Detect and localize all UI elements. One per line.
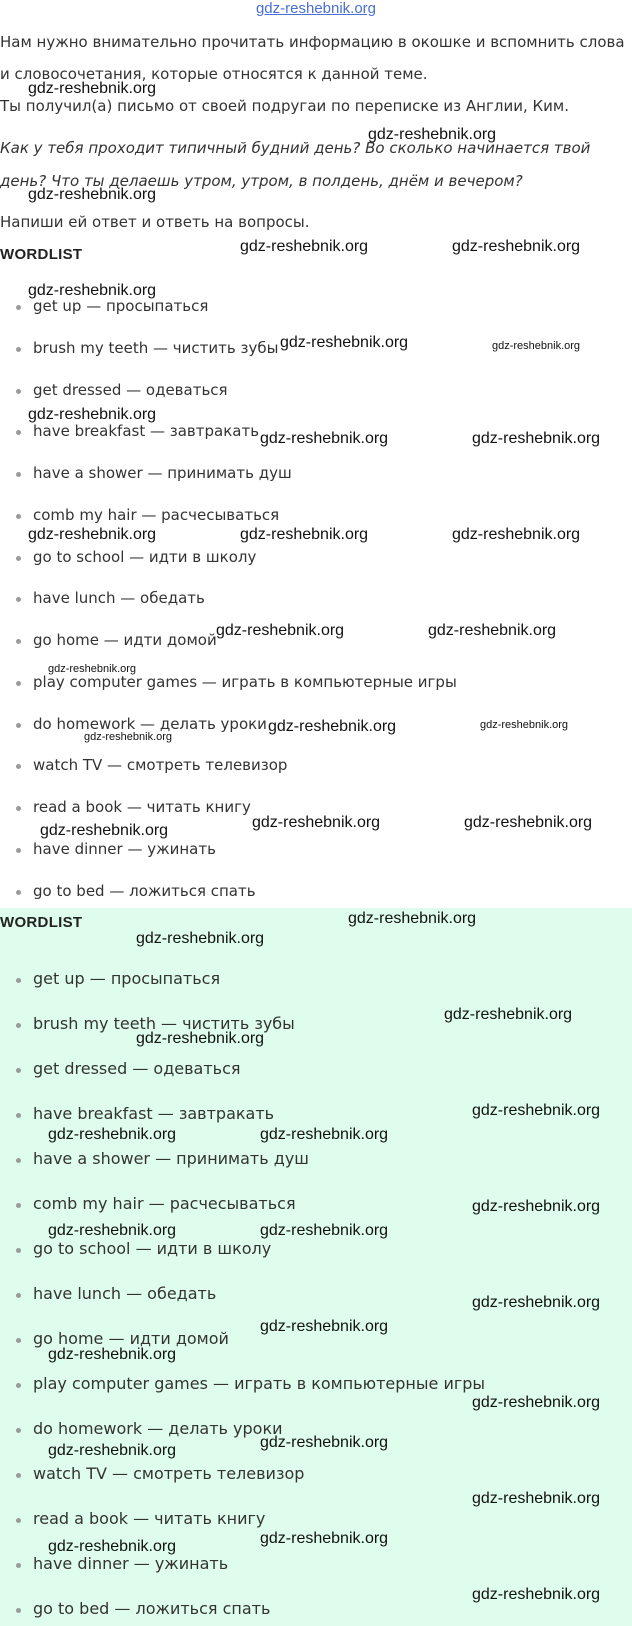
list-item-text: watch TV — смотреть телевизор (33, 1464, 305, 1483)
list-item-text: have lunch — обедать (33, 589, 205, 607)
watermark: gdz-reshebnik.org (48, 1538, 177, 1555)
watermark: gdz-reshebnik.org (452, 238, 581, 255)
watermark: gdz-reshebnik.org (480, 719, 569, 731)
bullet-icon (16, 1383, 21, 1388)
watermark: gdz-reshebnik.org (28, 526, 157, 543)
watermark: gdz-reshebnik.org (240, 238, 369, 255)
list-item-text: do homework — делать уроки (33, 1419, 283, 1438)
bullet-icon (16, 723, 21, 728)
watermark: gdz-reshebnik.org (48, 1346, 177, 1363)
bullet-icon (16, 1113, 21, 1118)
bullet-icon (16, 1293, 21, 1298)
bullet-icon (16, 1608, 21, 1613)
list-item-text: go to bed — ложиться спать (33, 882, 256, 900)
list-item-text: have dinner — ужинать (33, 1554, 229, 1573)
bullet-icon (16, 1428, 21, 1433)
bullet-icon (16, 1068, 21, 1073)
bullet-icon (16, 890, 21, 895)
wordlist-title: WORDLIST (0, 246, 83, 263)
list-item-text: go to school — идти в школу (33, 1239, 272, 1258)
watermark: gdz-reshebnik.org (472, 1198, 601, 1215)
watermark: gdz-reshebnik.org (48, 1222, 177, 1239)
list-item-text: read a book — читать книгу (33, 798, 251, 816)
list-item-text: brush my teeth — чистить зубы (33, 339, 279, 357)
bullet-icon (16, 347, 21, 352)
bullet-icon (16, 556, 21, 561)
bullet-icon (16, 1338, 21, 1343)
watermark: gdz-reshebnik.org (280, 334, 409, 351)
list-item-text: have a shower — принимать душ (33, 1149, 309, 1168)
bullet-icon (16, 472, 21, 477)
bullet-icon (16, 305, 21, 310)
watermark: gdz-reshebnik.org (28, 80, 157, 97)
intro-line-2: и словосочетания, которые относятся к данной теме. (0, 65, 428, 83)
watermark: gdz-reshebnik.org (40, 822, 169, 839)
bullet-icon (16, 1563, 21, 1568)
watermark: gdz-reshebnik.org (348, 910, 477, 927)
watermark: gdz-reshebnik.org (48, 1442, 177, 1459)
bullet-icon (16, 978, 21, 983)
watermark: gdz-reshebnik.org (48, 1126, 177, 1143)
bullet-icon (16, 430, 21, 435)
watermark: gdz-reshebnik.org (260, 1530, 389, 1547)
list-item-text: have breakfast — завтракать (33, 1104, 275, 1123)
watermark: gdz-reshebnik.org (268, 718, 397, 735)
task-instruction: Напиши ей ответ и ответь на вопросы. (0, 213, 310, 231)
list-item-text: read a book — читать книгу (33, 1509, 266, 1528)
list-item-text: have breakfast — завтракать (33, 422, 260, 440)
watermark: gdz-reshebnik.org (452, 526, 581, 543)
list-item-text: have dinner — ужинать (33, 840, 216, 858)
list-item-text: comb my hair — расчесываться (33, 1194, 296, 1213)
bullet-icon (16, 1158, 21, 1163)
bullet-icon (16, 1473, 21, 1478)
watermark: gdz-reshebnik.org (48, 663, 137, 675)
list-item-text: play computer games — играть в компьютерные игры (33, 673, 457, 691)
watermark: gdz-reshebnik.org (28, 406, 157, 423)
watermark: gdz-reshebnik.org (472, 1586, 601, 1603)
intro-line-3: Ты получил(а) письмо от своей подругаи по переписке из Англии, Ким. (0, 97, 569, 115)
watermark: gdz-reshebnik.org (240, 526, 369, 543)
bullet-icon (16, 389, 21, 394)
site-watermark: gdz-reshebnik.org (255, 0, 377, 17)
wordlist-title: WORDLIST (0, 914, 83, 931)
list-item-text: get dressed — одеваться (33, 1059, 241, 1078)
list-item-text: play computer games — играть в компьютерные игры (33, 1374, 486, 1393)
watermark: gdz-reshebnik.org (428, 622, 557, 639)
list-item-text: go home — идти домой (33, 631, 217, 649)
list-item-text: brush my teeth — чистить зубы (33, 1014, 295, 1033)
watermark: gdz-reshebnik.org (472, 1102, 601, 1119)
intro-line-1: Нам нужно внимательно прочитать информацию в окошке и вспомнить слова (0, 33, 625, 51)
letter-question-1: Как у тебя проходит типичный будний день? Во сколько начинается твой (0, 139, 591, 157)
bullet-icon (16, 1248, 21, 1253)
watermark: gdz-reshebnik.org (260, 1126, 389, 1143)
bullet-icon (16, 848, 21, 853)
watermark: gdz-reshebnik.org (472, 1394, 601, 1411)
watermark: gdz-reshebnik.org (252, 814, 381, 831)
watermark: gdz-reshebnik.org (136, 1030, 265, 1047)
watermark: gdz-reshebnik.org (28, 186, 157, 203)
watermark: gdz-reshebnik.org (492, 340, 581, 352)
watermark: gdz-reshebnik.org (472, 1294, 601, 1311)
watermark: gdz-reshebnik.org (260, 1318, 389, 1335)
list-item-text: do homework — делать уроки (33, 715, 267, 733)
watermark: gdz-reshebnik.org (28, 282, 157, 299)
list-item-text: get up — просыпаться (33, 969, 221, 988)
list-item-text: go to bed — ложиться спать (33, 1599, 271, 1618)
list-item-text: get up — просыпаться (33, 297, 209, 315)
bullet-icon (16, 597, 21, 602)
list-item-text: have lunch — обедать (33, 1284, 217, 1303)
watermark: gdz-reshebnik.org (464, 814, 593, 831)
bullet-icon (16, 1023, 21, 1028)
list-item-text: comb my hair — расчесываться (33, 506, 280, 524)
watermark: gdz-reshebnik.org (260, 1222, 389, 1239)
watermark: gdz-reshebnik.org (444, 1006, 573, 1023)
watermark: gdz-reshebnik.org (84, 731, 173, 743)
bullet-icon (16, 514, 21, 519)
watermark: gdz-reshebnik.org (368, 126, 497, 143)
watermark: gdz-reshebnik.org (136, 930, 265, 947)
list-item-text: get dressed — одеваться (33, 381, 228, 399)
watermark: gdz-reshebnik.org (216, 622, 345, 639)
list-item-text: watch TV — смотреть телевизор (33, 756, 288, 774)
bullet-icon (16, 681, 21, 686)
list-item-text: have a shower — принимать душ (33, 464, 292, 482)
watermark: gdz-reshebnik.org (260, 1434, 389, 1451)
bullet-icon (16, 806, 21, 811)
watermark: gdz-reshebnik.org (472, 430, 601, 447)
watermark: gdz-reshebnik.org (260, 430, 389, 447)
bullet-icon (16, 764, 21, 769)
bullet-icon (16, 1518, 21, 1523)
watermark: gdz-reshebnik.org (472, 1490, 601, 1507)
list-item-text: go to school — идти в школу (33, 548, 257, 566)
bullet-icon (16, 1203, 21, 1208)
letter-question-2: день? Что ты делаешь утром, утром, в полдень, днём и вечером? (0, 172, 523, 190)
list-item-text: go home — идти домой (33, 1329, 229, 1348)
bullet-icon (16, 639, 21, 644)
